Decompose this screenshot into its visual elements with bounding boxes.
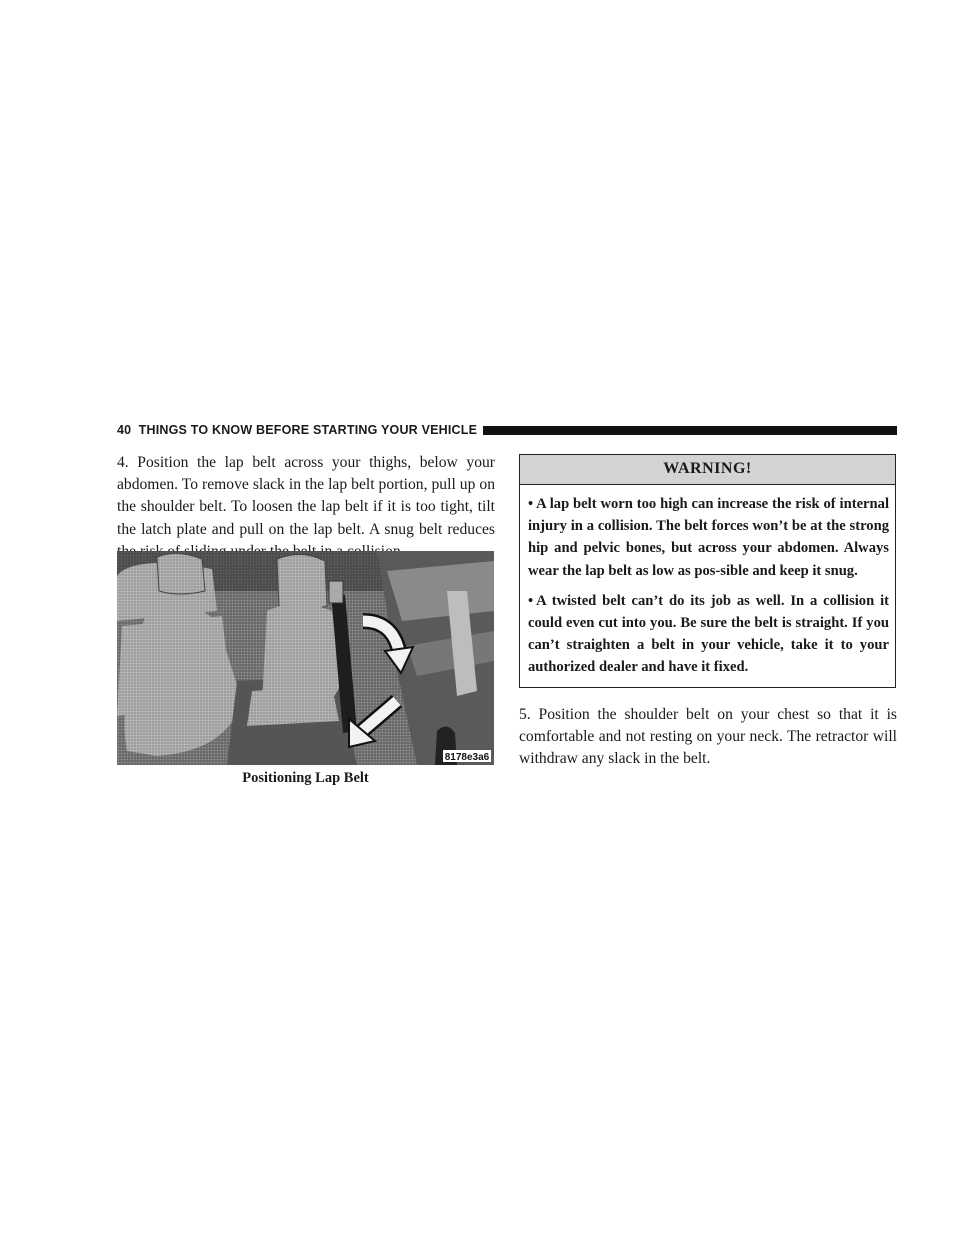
- section-title: THINGS TO KNOW BEFORE STARTING YOUR VEHICLE: [138, 423, 478, 437]
- page-header: [117, 420, 897, 440]
- step-5-text: 5. Position the shoulder belt on your chest so that it is comfortable and not resting on your neck. The retractor will withdraw any slack in the belt.: [519, 706, 897, 768]
- step-4-block: [117, 452, 495, 563]
- warning-item-1: [528, 493, 889, 582]
- page-header-text: [117, 423, 477, 437]
- warning-item-1-text: A lap belt worn too high can increase the risk of internal injury in a collision. The belt forces won’t be at the strong hip and pelvic bones, but across your abdomen. Always wear the lap belt as low as pos-sible and keep it snug.: [528, 496, 889, 579]
- warning-item-2: [528, 590, 889, 679]
- bullet-icon: •: [528, 496, 534, 512]
- bullet-icon: •: [528, 592, 534, 609]
- header-rule: [483, 426, 897, 435]
- seat-belt-photo: [117, 551, 494, 765]
- figure-code: 8178e3a6: [444, 752, 490, 763]
- warning-title: WARNING!: [520, 455, 895, 485]
- warning-box: [519, 454, 896, 688]
- warning-body: [520, 485, 895, 687]
- warning-item-2-text: A twisted belt can’t do its job as well. In a collision it could even cut into you. Be sure the belt is straight. If you can’t straighten a belt in your vehicle, take it to your authorized dealer and have it fixed.: [528, 592, 889, 676]
- seat-belt-illustration: [117, 551, 494, 765]
- page-number: 40: [117, 423, 132, 437]
- step-4-text: 4. Position the lap belt across your thighs, below your abdomen. To remove slack in the lap belt portion, pull up on the shoulder belt. To loosen the lap belt if it is too tight, tilt the latch plate and pull on the lap belt. A snug belt reduces: [117, 454, 495, 538]
- step-5-block: [519, 704, 897, 771]
- figure-caption: Positioning Lap Belt: [242, 770, 369, 786]
